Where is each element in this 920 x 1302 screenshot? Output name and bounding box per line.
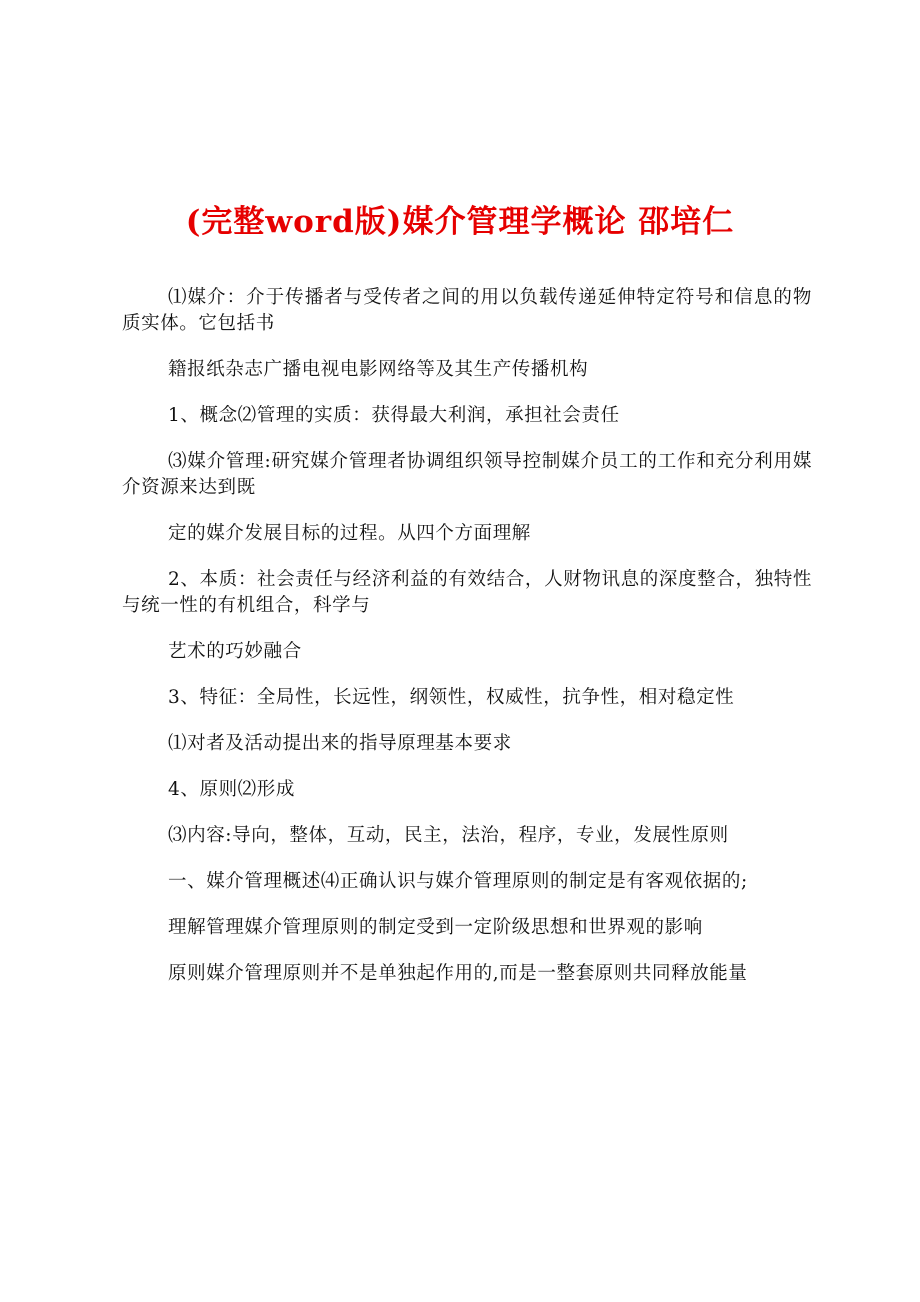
paragraph-1: ⑴媒介：介于传播者与受传者之间的用以负载传递延伸特定符号和信息的物质实体。它包括书 [122, 287, 812, 334]
paragraph-5: 定的媒介发展目标的过程。从四个方面理解 [168, 523, 531, 544]
paragraph-13: 理解管理媒介管理原则的制定受到一定阶级思想和世界观的影响 [168, 917, 703, 938]
paragraph-12: 一、媒介管理概述⑷正确认识与媒介管理原则的制定是有客观依据的; [168, 871, 748, 892]
paragraph-11: ⑶内容:导向，整体，互动，民主，法治，程序，专业，发展性原则 [168, 825, 729, 846]
paragraph-9: ⑴对者及活动提出来的指导原理基本要求 [168, 733, 512, 754]
document-body [122, 285, 812, 1007]
document-title: (完整word版)媒介管理学概论 邵培仁 [185, 204, 735, 240]
paragraph-3: 1、概念⑵管理的实质：获得最大利润，承担社会责任 [168, 405, 620, 426]
paragraph-2: 籍报纸杂志广播电视电影网络等及其生产传播机构 [168, 359, 589, 380]
paragraph-6: 2、本质：社会责任与经济利益的有效结合，人财物讯息的深度整合，独特性与统一性的有机组合，科学与 [122, 569, 812, 616]
paragraph-10: 4、原则⑵形成 [168, 779, 295, 800]
paragraph-7: 艺术的巧妙融合 [168, 641, 302, 662]
paragraph-8: 3、特征：全局性，长远性，纲领性，权威性，抗争性，相对稳定性 [168, 687, 735, 708]
paragraph-4: ⑶媒介管理:研究媒介管理者协调组织领导控制媒介员工的工作和充分利用媒介资源来达到既 [122, 451, 812, 498]
paragraph-14: 原则媒介管理原则并不是单独起作用的,而是一整套原则共同释放能量 [168, 963, 748, 984]
